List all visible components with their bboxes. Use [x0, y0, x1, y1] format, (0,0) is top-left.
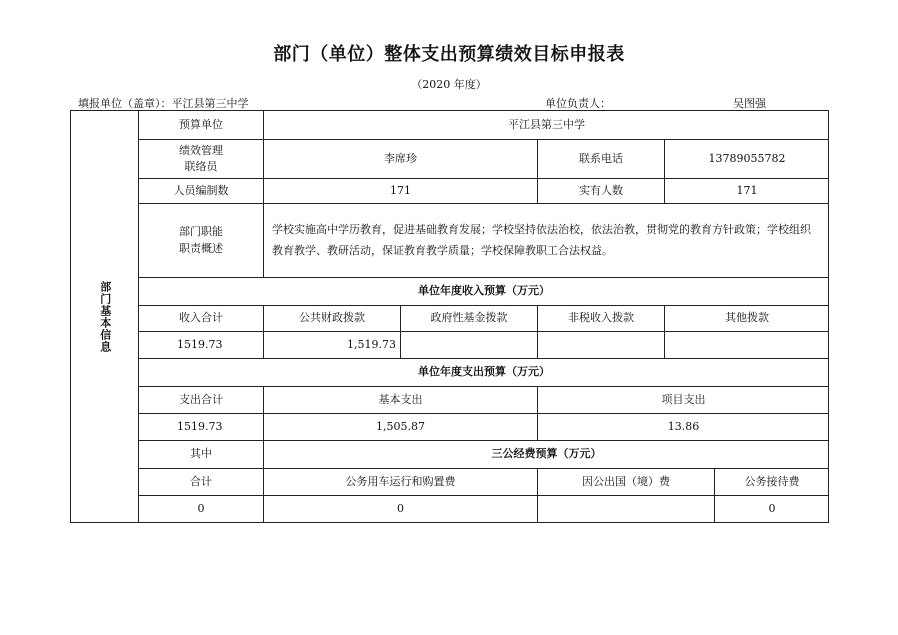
- page-title: 部门（单位）整体支出预算绩效目标申报表: [273, 44, 625, 65]
- three-public-value-abroad: [538, 496, 715, 523]
- unit-head-name: 吴图强: [733, 97, 766, 110]
- budget-table: [70, 110, 829, 523]
- income-header-public-finance: 公共财政拨款: [264, 306, 401, 332]
- income-heading: 单位年度收入预算（万元）: [139, 278, 829, 306]
- budget-unit-value: 平江县第三中学: [264, 111, 829, 140]
- income-header-gov-fund: 政府性基金拨款: [401, 306, 538, 332]
- three-public-header-reception: 公务接待费: [715, 469, 829, 496]
- three-public-heading: 三公经费预算（万元）: [264, 441, 829, 469]
- contact-label: 绩效管理 联络员: [139, 140, 264, 179]
- actual-staff-label: 实有人数: [538, 179, 665, 204]
- unit-head-label: 单位负责人：: [545, 97, 611, 110]
- fiscal-year: （2020 年度）: [411, 78, 487, 91]
- three-public-value-total: 0: [139, 496, 264, 523]
- income-value-other: [665, 332, 829, 359]
- expense-header-basic: 基本支出: [264, 387, 538, 414]
- phone-value: 13789055782: [665, 140, 829, 179]
- three-public-header-abroad: 因公出国（境）费: [538, 469, 715, 496]
- staff-quota-value: 171: [264, 179, 538, 204]
- three-public-header-vehicle: 公务用车运行和购置费: [264, 469, 538, 496]
- income-value-non-tax: [538, 332, 665, 359]
- staff-quota-label: 人员编制数: [139, 179, 264, 204]
- among-label: 其中: [139, 441, 264, 469]
- expense-value-project: 13.86: [538, 414, 829, 441]
- three-public-value-reception: 0: [768, 502, 776, 516]
- income-value-public-finance: 1,519.73: [264, 332, 401, 359]
- actual-staff-value: 171: [665, 179, 829, 204]
- section-label-cell: [71, 111, 139, 523]
- section-label: 部门基本信息: [98, 281, 112, 353]
- income-header-total: 收入合计: [139, 306, 264, 332]
- income-value-gov-fund: [401, 332, 538, 359]
- three-public-header-total: 合计: [139, 469, 264, 496]
- filling-unit: 填报单位（盖章）：平江县第三中学: [78, 97, 249, 110]
- duty-value: 学校实施高中学历教育，促进基础教育发展；学校坚持依法治校，依法治教，贯彻党的教育方针政策；学校组织教育教学、教研活动，保证教育教学质量；学校保障教职工合法权益。: [264, 204, 829, 278]
- contact-value: 李席珍: [264, 140, 538, 179]
- expense-header-project: 项目支出: [538, 387, 829, 414]
- expense-header-total: 支出合计: [139, 387, 264, 414]
- three-public-value-vehicle: 0: [264, 496, 538, 523]
- income-header-non-tax: 非税收入拨款: [538, 306, 665, 332]
- duty-label: 部门职能 职责概述: [139, 204, 264, 278]
- expense-value-total: 1519.73: [139, 414, 264, 441]
- budget-unit-label: 预算单位: [139, 111, 264, 140]
- phone-label: 联系电话: [538, 140, 665, 179]
- expense-value-basic: 1,505.87: [264, 414, 538, 441]
- expense-heading: 单位年度支出预算（万元）: [139, 359, 829, 387]
- income-header-other: 其他拨款: [665, 306, 829, 332]
- income-value-total: 1519.73: [139, 332, 264, 359]
